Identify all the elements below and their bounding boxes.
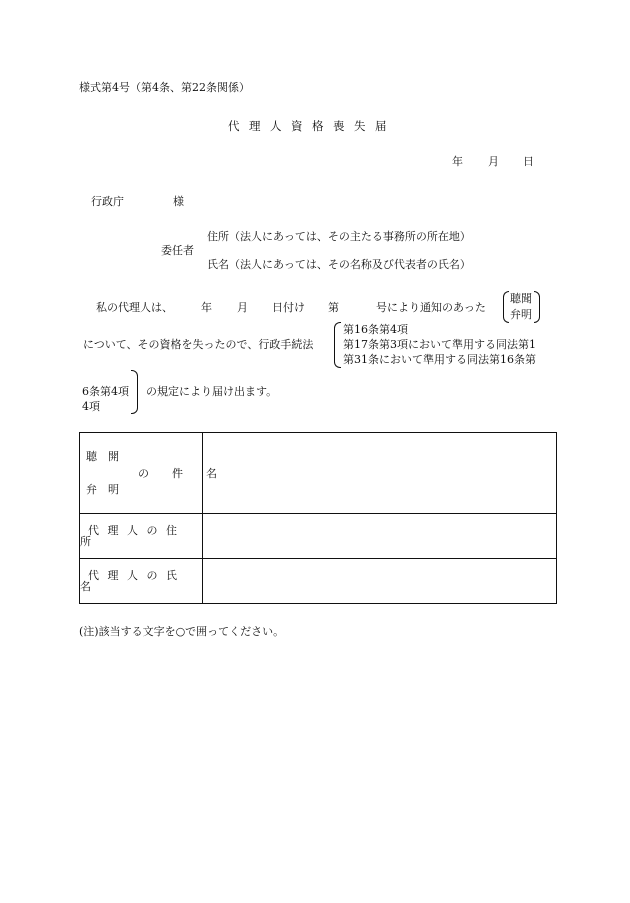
law-option-3: 第31条において準用する同法第16条第 — [343, 353, 536, 366]
choice-bracket-right — [534, 291, 540, 323]
addressee-honorific: 様 — [173, 195, 184, 208]
case-choice-hearing: 聴 開 — [86, 450, 119, 463]
body-line2-prefix: について、その資格を失ったので、行政手続法 — [83, 338, 314, 351]
agent-name-label: 代理人の氏名 — [80, 569, 186, 593]
law-option-2: 第17条第3項において準用する同法第1 — [343, 338, 536, 351]
table-row-case — [80, 433, 557, 514]
body-line1-prefix: 私の代理人は、 — [96, 301, 173, 314]
date-day: 日 — [523, 155, 534, 168]
closing-text: の規定により届け出ます。 — [146, 385, 278, 398]
law-options-brace — [334, 322, 341, 368]
cont-line-2: 4項 — [82, 400, 100, 413]
table-row-address — [80, 514, 557, 559]
agent-address-label: 代理人の住所 — [80, 524, 186, 548]
agent-address-label-cell — [80, 514, 203, 559]
choice-hearing: 聴聞 — [510, 292, 532, 305]
table-row-name — [80, 559, 557, 604]
case-name-suffix: の 件 名 — [138, 467, 223, 480]
addressee-office: 行政庁 — [91, 195, 124, 208]
case-name-value-cell[interactable] — [203, 433, 557, 514]
body-year: 年 — [201, 301, 212, 314]
body-number-prefix: 第 — [328, 301, 339, 314]
body-notified: 号により通知のあった — [376, 301, 486, 314]
case-name-label-cell — [80, 433, 223, 514]
document-title: 代理人資格喪失届 — [228, 119, 396, 133]
agent-info-table — [79, 432, 557, 604]
date-month: 月 — [488, 155, 499, 168]
date-year: 年 — [452, 155, 463, 168]
agent-name-label-cell — [80, 559, 203, 604]
body-dated: 日付け — [272, 301, 305, 314]
delegator-name: 氏名（法人にあっては、その名称及び代表者の氏名） — [207, 258, 471, 271]
agent-address-value-cell[interactable] — [203, 514, 557, 559]
cont-brace — [131, 370, 138, 414]
choice-explanation: 弁明 — [510, 308, 532, 321]
footnote: (注)該当する文字を○で囲ってください。 — [79, 625, 285, 638]
agent-name-value-cell[interactable] — [203, 559, 557, 604]
law-option-1: 第16条第4項 — [343, 323, 408, 336]
delegator-label: 委任者 — [161, 244, 194, 257]
cont-line-1: 6条第4項 — [82, 385, 129, 398]
delegator-address: 住所（法人にあっては、その主たる事務所の所在地） — [207, 230, 471, 243]
choice-bracket-left — [503, 291, 509, 323]
form-number: 様式第4号（第4条、第22条関係） — [79, 81, 250, 94]
body-month: 月 — [237, 301, 248, 314]
case-choice-explanation: 弁 明 — [86, 483, 119, 496]
